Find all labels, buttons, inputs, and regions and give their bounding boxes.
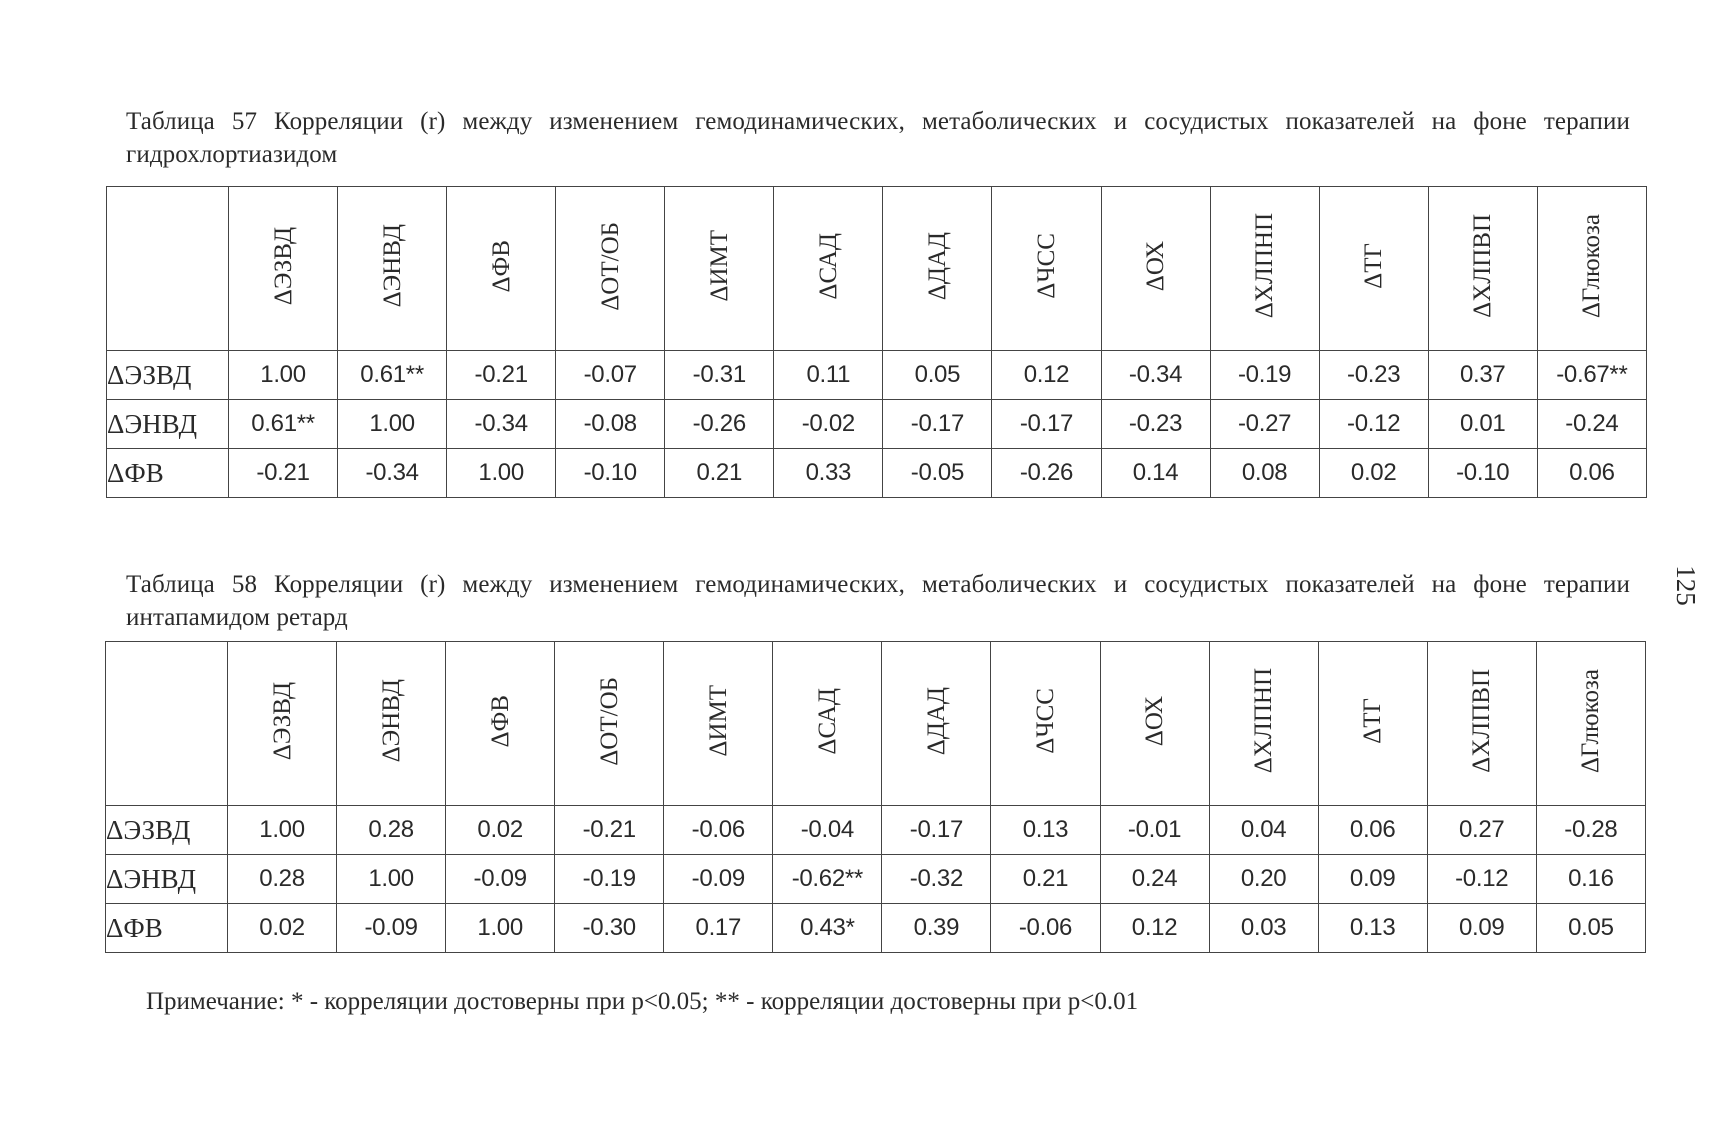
table-cell: -0.09 xyxy=(664,855,773,904)
column-header-label: ΔХЛПНП xyxy=(1251,213,1279,319)
table-cell: 0.28 xyxy=(228,855,337,904)
column-header-label: ΔИМТ xyxy=(705,230,733,302)
table-cell: 0.02 xyxy=(1319,449,1428,498)
column-header xyxy=(446,642,555,806)
table-cell: -0.34 xyxy=(447,400,556,449)
table-cell: 0.21 xyxy=(991,855,1100,904)
table-cell: 0.02 xyxy=(446,806,555,855)
column-header xyxy=(556,187,665,351)
column-header-label: ΔОХ xyxy=(1141,695,1169,747)
column-header xyxy=(1318,642,1427,806)
table-cell: -0.21 xyxy=(555,806,664,855)
column-header xyxy=(1210,187,1319,351)
table-cell: -0.19 xyxy=(1210,351,1319,400)
table-cell: 0.27 xyxy=(1427,806,1536,855)
table-cell: 0.09 xyxy=(1318,855,1427,904)
column-header xyxy=(1536,642,1645,806)
table-cell: -0.28 xyxy=(1536,806,1645,855)
table-cell: -0.17 xyxy=(992,400,1101,449)
table-cell: 0.05 xyxy=(1536,904,1645,953)
row-header: ΔФВ xyxy=(106,904,228,953)
column-header-label: ΔДАД xyxy=(922,686,950,756)
table-row xyxy=(106,855,1646,904)
table-row xyxy=(107,400,1647,449)
table-cell: -0.62** xyxy=(773,855,882,904)
row-header: ΔЭНВД xyxy=(107,400,229,449)
table-cell: 0.33 xyxy=(774,449,883,498)
table-cell: -0.26 xyxy=(665,400,774,449)
column-header-label: ΔСАД xyxy=(814,232,842,300)
table-cell: 1.00 xyxy=(337,855,446,904)
column-header-label: ΔХЛПНП xyxy=(1250,668,1278,774)
column-header-label: ΔТГ xyxy=(1359,698,1387,744)
table-cell: 1.00 xyxy=(228,806,337,855)
table-cell: 0.17 xyxy=(664,904,773,953)
table-cell: -0.67** xyxy=(1537,351,1646,400)
table-cell: -0.17 xyxy=(883,400,992,449)
table-cell: 0.08 xyxy=(1210,449,1319,498)
table-cell: 0.14 xyxy=(1101,449,1210,498)
table-cell: 0.02 xyxy=(228,904,337,953)
table-row xyxy=(106,904,1646,953)
table-cell: 0.28 xyxy=(337,806,446,855)
table-cell: 0.06 xyxy=(1318,806,1427,855)
column-header-label: ΔЧСС xyxy=(1032,233,1060,299)
table-cell: -0.10 xyxy=(1428,449,1537,498)
row-header: ΔЭЗВД xyxy=(106,806,228,855)
table-cell: -0.10 xyxy=(556,449,665,498)
correlation-table-57 xyxy=(106,186,1647,498)
table-cell: -0.34 xyxy=(338,449,447,498)
table-cell: -0.08 xyxy=(556,400,665,449)
table-cell: -0.09 xyxy=(446,855,555,904)
table-header-row xyxy=(106,642,1646,806)
column-header-label: ΔОХ xyxy=(1142,240,1170,292)
table-cell: 0.61** xyxy=(338,351,447,400)
table-cell: -0.09 xyxy=(337,904,446,953)
table-row xyxy=(107,351,1647,400)
table-cell: 0.13 xyxy=(1318,904,1427,953)
table-cell: -0.12 xyxy=(1427,855,1536,904)
column-header-label: ΔГлюкоза xyxy=(1577,668,1605,774)
column-header xyxy=(991,642,1100,806)
column-header-label: ΔИМТ xyxy=(704,685,732,757)
table-cell: 0.24 xyxy=(1100,855,1209,904)
table-cell: 0.61** xyxy=(229,400,338,449)
table-cell: 0.16 xyxy=(1536,855,1645,904)
row-header: ΔЭЗВД xyxy=(107,351,229,400)
column-header-label: ΔХЛПВП xyxy=(1469,214,1497,318)
table-cell: 0.43* xyxy=(773,904,882,953)
table-cell: 0.05 xyxy=(883,351,992,400)
table-cell: 1.00 xyxy=(229,351,338,400)
table-cell: -0.34 xyxy=(1101,351,1210,400)
table-cell: -0.01 xyxy=(1100,806,1209,855)
corner-cell xyxy=(107,187,229,351)
table-cell: -0.24 xyxy=(1537,400,1646,449)
column-header xyxy=(773,642,882,806)
column-header-label: ΔТГ xyxy=(1360,243,1388,289)
column-header-label: ΔЭЗВД xyxy=(268,681,296,761)
column-header xyxy=(665,187,774,351)
table-row xyxy=(106,806,1646,855)
column-header-label: ΔЧСС xyxy=(1031,688,1059,754)
table-cell: -0.26 xyxy=(992,449,1101,498)
table-cell: -0.32 xyxy=(882,855,991,904)
table-cell: 1.00 xyxy=(446,904,555,953)
column-header xyxy=(883,187,992,351)
column-header xyxy=(338,187,447,351)
table-cell: -0.05 xyxy=(883,449,992,498)
correlation-table-58 xyxy=(105,641,1646,953)
table-cell: -0.17 xyxy=(882,806,991,855)
column-header xyxy=(337,642,446,806)
column-header xyxy=(447,187,556,351)
table-cell: -0.06 xyxy=(664,806,773,855)
column-header-label: ΔЭНВД xyxy=(377,679,405,763)
column-header-label: ΔДАД xyxy=(923,231,951,301)
column-header xyxy=(229,187,338,351)
table-cell: -0.19 xyxy=(555,855,664,904)
column-header-label: ΔСАД xyxy=(813,687,841,755)
corner-cell xyxy=(106,642,228,806)
footnote: Примечание: * - корреляции достоверны при p<0.05; ** - корреляции достоверны при p<0.01 xyxy=(146,988,1139,1015)
column-header-label: ΔФВ xyxy=(486,694,514,748)
page-number: 125 xyxy=(1670,565,1701,606)
column-header xyxy=(1537,187,1646,351)
table-cell: 0.37 xyxy=(1428,351,1537,400)
column-header xyxy=(1428,187,1537,351)
table-cell: 0.01 xyxy=(1428,400,1537,449)
table-cell: 0.09 xyxy=(1427,904,1536,953)
column-header xyxy=(555,642,664,806)
column-header-label: ΔФВ xyxy=(487,239,515,293)
column-header-label: ΔЭЗВД xyxy=(269,226,297,306)
table-cell: 1.00 xyxy=(338,400,447,449)
table-58-caption: Таблица 58 Корреляции (r) между изменением гемодинамических, метаболических и сосудистых показателей на фоне терапии интапамидом ретард xyxy=(126,571,1630,631)
column-header-label: ΔГлюкоза xyxy=(1578,213,1606,319)
table-cell: -0.27 xyxy=(1210,400,1319,449)
column-header xyxy=(1209,642,1318,806)
column-header-label: ΔХЛПВП xyxy=(1468,669,1496,773)
table-57-caption: Таблица 57 Корреляции (r) между изменением гемодинамических, метаболических и сосудистых показателей на фоне терапии гидрохлортиазидом xyxy=(126,108,1630,168)
column-header xyxy=(774,187,883,351)
table-cell: 0.21 xyxy=(665,449,774,498)
column-header xyxy=(228,642,337,806)
table-cell: -0.23 xyxy=(1319,351,1428,400)
column-header-label: ΔОТ/ОБ xyxy=(596,221,624,311)
column-header xyxy=(664,642,773,806)
table-cell: -0.07 xyxy=(556,351,665,400)
table-cell: 0.03 xyxy=(1209,904,1318,953)
column-header-label: ΔОТ/ОБ xyxy=(595,676,623,766)
column-header xyxy=(992,187,1101,351)
column-header xyxy=(1101,187,1210,351)
column-header-label: ΔЭНВД xyxy=(378,224,406,308)
column-header xyxy=(882,642,991,806)
table-cell: 0.39 xyxy=(882,904,991,953)
table-cell: -0.31 xyxy=(665,351,774,400)
table-cell: -0.12 xyxy=(1319,400,1428,449)
table-cell: 0.11 xyxy=(774,351,883,400)
table-cell: -0.06 xyxy=(991,904,1100,953)
column-header xyxy=(1100,642,1209,806)
table-cell: 0.12 xyxy=(1100,904,1209,953)
table-cell: 0.12 xyxy=(992,351,1101,400)
table-cell: -0.04 xyxy=(773,806,882,855)
table-cell: -0.30 xyxy=(555,904,664,953)
table-cell: -0.23 xyxy=(1101,400,1210,449)
row-header: ΔФВ xyxy=(107,449,229,498)
table-cell: 1.00 xyxy=(447,449,556,498)
table-cell: 0.13 xyxy=(991,806,1100,855)
table-row xyxy=(107,449,1647,498)
table-cell: 0.20 xyxy=(1209,855,1318,904)
column-header xyxy=(1427,642,1536,806)
table-cell: 0.06 xyxy=(1537,449,1646,498)
table-header-row xyxy=(107,187,1647,351)
column-header xyxy=(1319,187,1428,351)
table-cell: -0.21 xyxy=(229,449,338,498)
table-cell: 0.04 xyxy=(1209,806,1318,855)
row-header: ΔЭНВД xyxy=(106,855,228,904)
table-cell: -0.02 xyxy=(774,400,883,449)
table-cell: -0.21 xyxy=(447,351,556,400)
